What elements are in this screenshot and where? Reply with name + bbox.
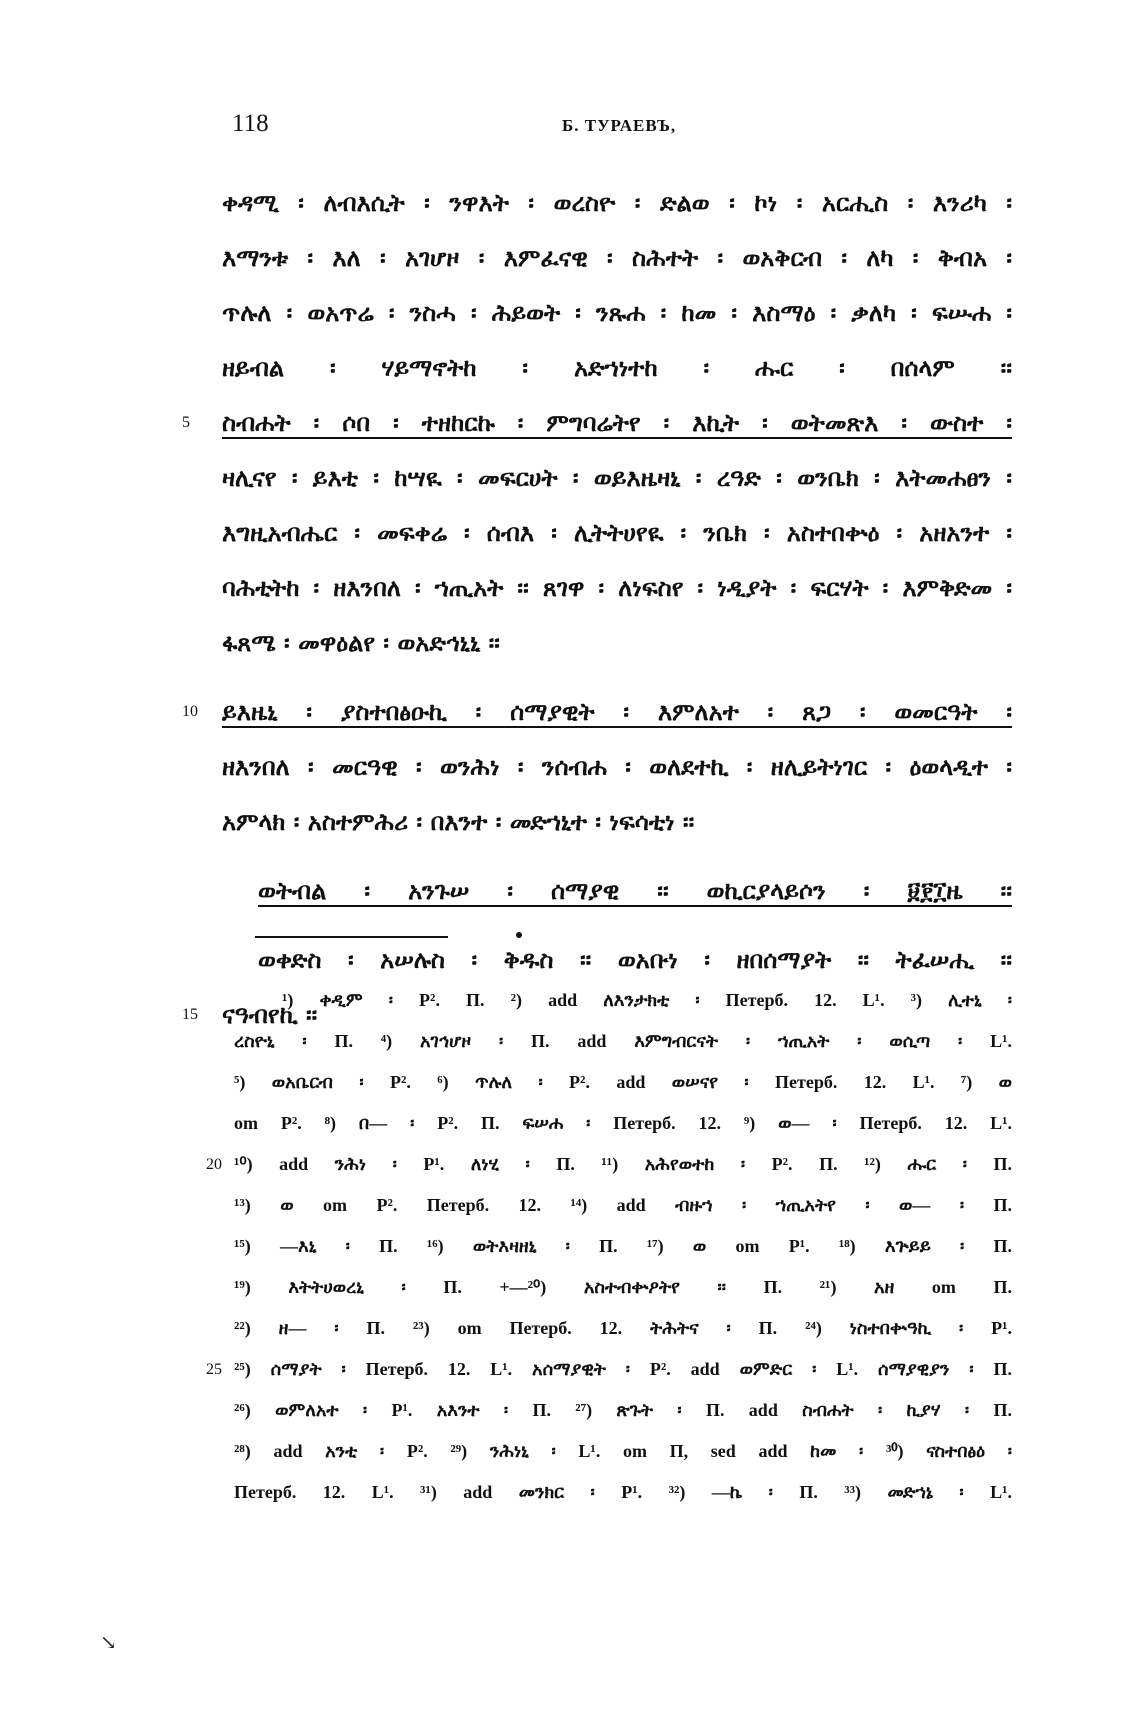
line-number: 10 [182, 703, 198, 720]
text-line [222, 450, 1012, 505]
line-text: ቀዳሚ ፡ ለብእሲት ፡ ንዋእት ፡ ወረስዮ ፡ ድልወ ፡ ኮነ ፡ አርሒስ ፡ እንሪካ ፡ [222, 188, 1012, 217]
footnote-line [234, 1472, 1012, 1513]
footnote-line [234, 1226, 1012, 1267]
text-line [222, 230, 1012, 285]
line-text: ዘይብል ፡ ሃይማኖትከ ፡ አድኀነተከ ፡ ሑር ፡ በሰላም ፡፡ [222, 353, 1012, 382]
footnote-text: ¹⁵) —እኒ ፡ П. ¹⁶) ወትእዛዘኒ ፡ П. ¹⁷) ወ om P¹. ¹⁸) እጕይይ ፡ П. [234, 1236, 1012, 1256]
footnote-text: ²²) ዘ— ፡ П. ²³) om Петерб. 12. ትሕትና ፡ П. ²⁴) ነስተበቍዓኪ ፡ P¹. [234, 1318, 1012, 1338]
line-text: ጥሉለ ፡ ወአጥሬ ፡ ንስሓ ፡ ሕይወት ፡ ንጹሐ ፡ ከመ ፡ እስማዕ ፡ ቃለካ ፡ ፍሡሐ ፡ [222, 298, 1012, 327]
footnote-line [206, 1144, 1012, 1185]
line-number: 15 [182, 1006, 198, 1023]
text-line [222, 505, 1012, 560]
footnote-text: ²⁵) ሰማያት ፡ Петерб. 12. L¹. አሰማያዊት ፡ P². add ወምድር ፡ L¹. ሰማያዊያን ፡ П. [234, 1359, 1012, 1379]
text-line [182, 395, 1012, 450]
line-text: ናዓብየኪ ፡፡ [222, 1000, 318, 1029]
text-line [222, 285, 1012, 340]
footnote-line [234, 1103, 1012, 1144]
footnote-line [234, 1062, 1012, 1103]
page-header [0, 110, 1140, 150]
line-text: እግዚአብሔር ፡ መፍቀሬ ፡ ሰብእ ፡ ሊትትሀየዪ ፡ ንቤክ ፡ አስተበቍዕ ፡ አዘአንተ ፡ [222, 518, 1012, 547]
text-line [222, 340, 1012, 395]
main-text [182, 175, 1012, 1042]
line-text: ዛሊናየ ፡ ይእቲ ፡ ከሣዪ ፡ መፍርሀት ፡ ወይእዜዛኒ ፡ ረዓድ ፡ ወንቤክ ፡ እትመሐፀን ፡ [222, 463, 1012, 492]
line-text: እማንቱ ፡ እለ ፡ አገሆዞ ፡ እምፈናዊ ፡ ስሕተት ፡ ወአቅርብ ፡ ለካ ፡ ቅብአ ፡ [222, 243, 1012, 272]
footnote-text: om P². ⁸) በ— ፡ P². П. ፍሠሐ ፡ Петерб. 12. ⁹) ወ— ፡ Петерб. 12. L¹. [234, 1113, 1012, 1133]
text-line [222, 794, 1012, 849]
footnote-line [234, 1021, 1012, 1062]
line-text: ፋጸሜ ፡ መዋዕልየ ፡ ወአድኅኒኒ ፡፡ [222, 628, 500, 657]
text-line [222, 560, 1012, 615]
footnote-line [234, 980, 1012, 1021]
footnote-text: ⁵) ወአቤርብ ፡ P². ⁶) ጥሉለ ፡ P². add ወሠናየ ፡ Петерб. 12. L¹. ⁷) ወ [234, 1072, 1012, 1092]
line-text: ስብሐት ፡ ሶበ ፡ ተዘከርኩ ፡ ምግባሬትየ ፡ እኪት ፡ ወትመጽእ ፡ ውስተ ፡ [222, 408, 1012, 437]
footnote-line [206, 1349, 1012, 1390]
footnote-line [234, 1267, 1012, 1308]
page-number: 118 [232, 110, 269, 137]
line-text: ይእዜኒ ፡ ያስተበፅዑኪ ፡ ሰማያዊት ፡ እምለአተ ፡ ጸጋ ፡ ወመርዓት ፡ [222, 697, 1012, 726]
scan-mark-icon: ↘ [100, 1630, 117, 1654]
footnote-text: Петерб. 12. L¹. ³¹) add መንክር ፡ P¹. ³²) —ኬ ፡ П. ³³) መድኀኔ ፡ L¹. [234, 1482, 1012, 1502]
line-number: 25 [206, 1361, 222, 1378]
running-head: Б. ТУРАЕВЪ, [562, 116, 677, 135]
footnote-line [234, 1308, 1012, 1349]
footnote-line [234, 1185, 1012, 1226]
text-line [222, 615, 1012, 670]
line-text: ባሕቲትከ ፡ ዘእንበለ ፡ ኀጢአት ፡፡ ጸገዋ ፡ ለነፍስየ ፡ ነዲያት ፡ ፍርሃት ፡ እምቅድመ ፡ [222, 573, 1012, 602]
footnote-text: ²⁸) add አንቲ ፡ P². ²⁹) ንሕነኒ ፡ L¹. om П, sed add ከመ ፡ ³⁰) ናስተበፅዕ ፡ [234, 1441, 1012, 1461]
footnote-text: ¹⁰) add ንሕነ ፡ P¹. ለነሂ ፡ П. ¹¹) አሕየወተከ ፡ P². П. ¹²) ሑር ፡ П. [234, 1154, 1012, 1174]
footnote-text: ²⁶) ወምለአተ ፡ P¹. አእንተ ፡ П. ²⁷) ጽጉት ፡ П. add ስብሐት ፡ ኪያሃ ፡ П. [234, 1400, 1012, 1420]
line-number: 20 [206, 1156, 222, 1173]
footnote-line [234, 1390, 1012, 1431]
line-text: ወትብል ፡ አንጉሠ ፡ ሰማያዊ ፡፡ ወኪርያላይሶን ፡ ፱፻፲ዜ ፡፡ [258, 876, 1012, 905]
ink-dot [516, 932, 522, 938]
footnote-separator [255, 936, 448, 938]
text-line [222, 932, 1012, 987]
footnote-line [234, 1431, 1012, 1472]
footnote-text: ረስዮኒ ፡ П. ⁴) አገኅሆዞ ፡ П. add እምግብርናት ፡ ኀጢአት ፡ ወሲጣ ፡ L¹. [234, 1031, 1012, 1051]
text-line [222, 739, 1012, 794]
line-text: ዘእንበለ ፡ መርዓዊ ፡ ወንሕነ ፡ ንሰብሐ ፡ ወለደተኪ ፡ ዘሊይትነገር ፡ ዕወላዲተ ፡ [222, 752, 1012, 781]
text-line [222, 175, 1012, 230]
footnote-text: ¹⁹) እትትሀወረኒ ፡ П. +—²⁰) አስተብቍዖትየ ፡፡ П. ²¹) አዘ om П. [234, 1277, 1012, 1297]
line-text: ወቀድስ ፡ አሠሉስ ፡ ቅዱስ ፡፡ ወአቡነ ፡ ዘበሰማያት ፡፡ ትፈሠሒ ፡፡ [258, 945, 1012, 974]
footnote-text: ¹) ቀዲም ፡ P². П. ²) add ለእንታክቲ ፡ Петерб. 12. L¹. ³) ሊተኒ ፡ [282, 990, 1012, 1010]
line-number: 5 [182, 414, 190, 431]
text-line [222, 863, 1012, 918]
footnote-text: ¹³) ወ om P². Петерб. 12. ¹⁴) add ብዙኀ ፡ ኀጢአትየ ፡ ወ— ፡ П. [234, 1195, 1012, 1215]
text-line [182, 684, 1012, 739]
line-text: አምላክ ፡ አስተምሕሪ ፡ በእንተ ፡ መድኀኒተ ፡ ነፍሳቲነ ፡፡ [222, 807, 695, 836]
footnotes [206, 980, 1012, 1513]
